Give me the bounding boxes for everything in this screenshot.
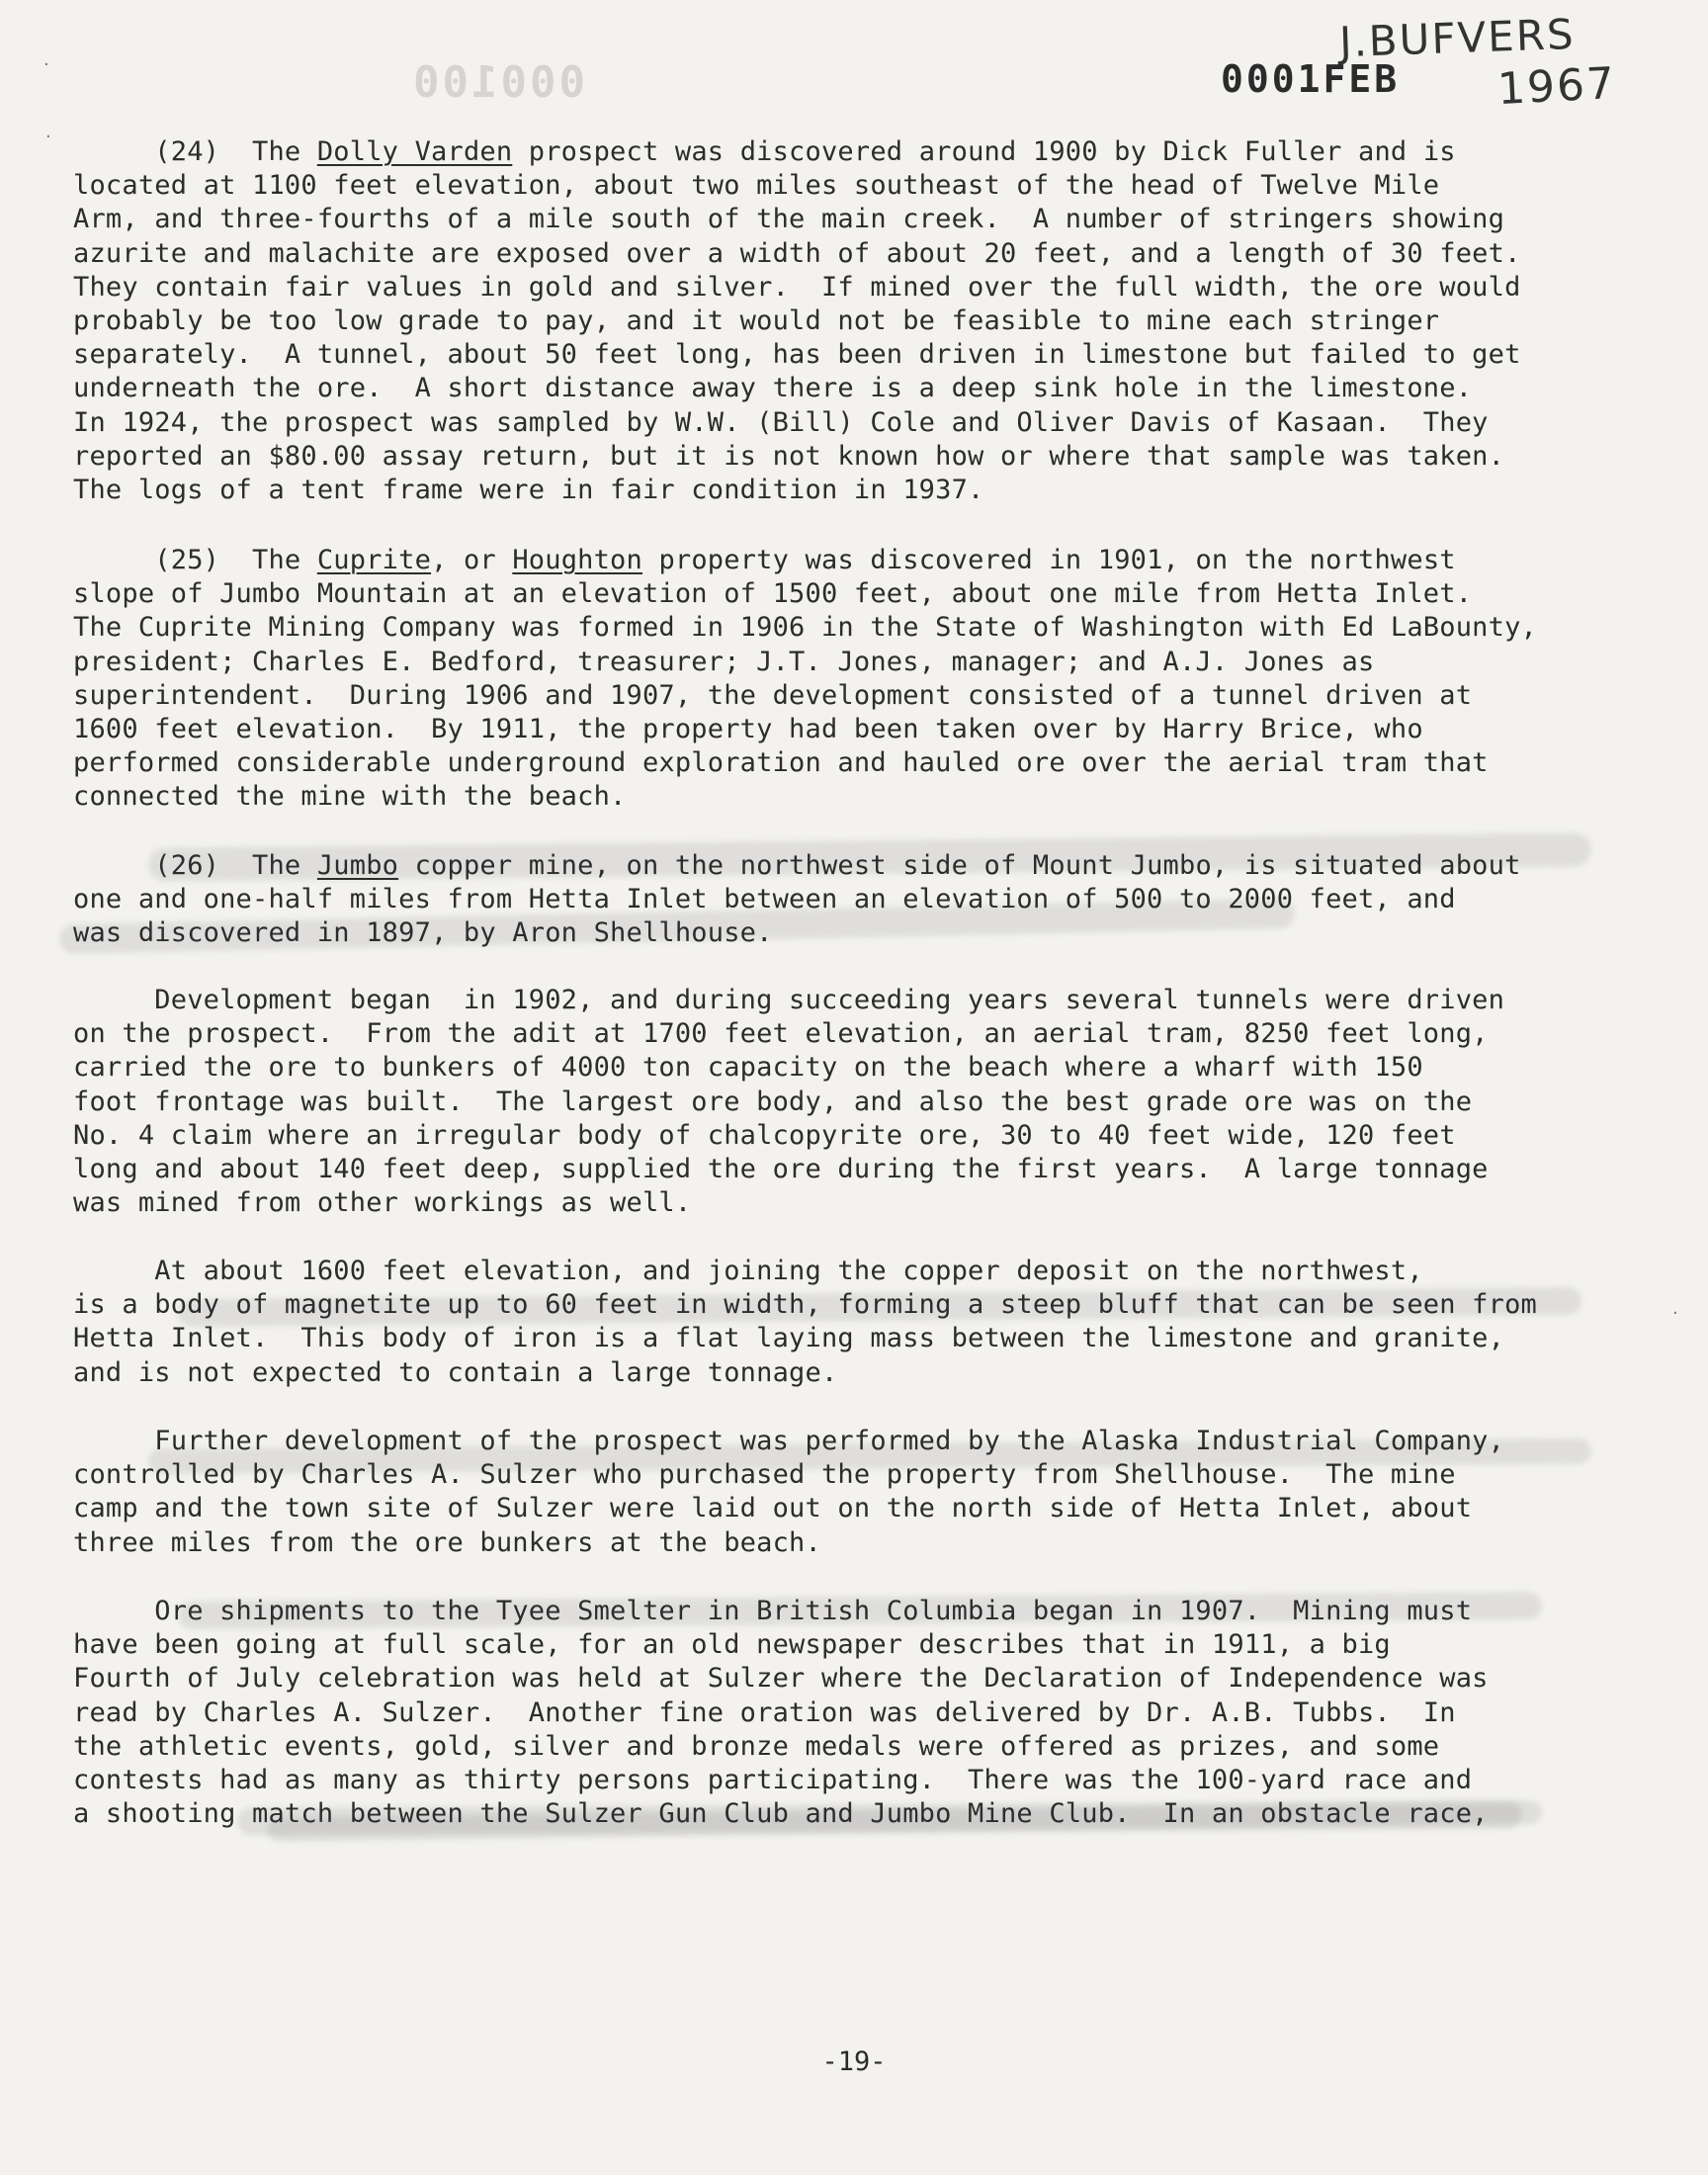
page-number: -19- — [821, 2046, 887, 2077]
text-line: a shooting match between the Sulzer Gun Club and Jumbo Mine Club. In an obstacle race, — [73, 1798, 1489, 1830]
text-line: No. 4 claim where an irregular body of chalcopyrite ore, 30 to 40 feet wide, 120 feet — [73, 1119, 1456, 1151]
text-line: Hetta Inlet. This body of iron is a flat laying mass between the limestone and granite, — [73, 1323, 1505, 1354]
text-line: have been going at full scale, for an old newspaper describes that in 1911, a big — [73, 1629, 1391, 1661]
text-line: was discovered in 1897, by Aron Shellhouse. — [73, 917, 773, 949]
text-line: superintendent. During 1906 and 1907, the development consisted of a tunnel driven at — [73, 679, 1473, 711]
text-line: one and one-half miles from Hetta Inlet between an elevation of 500 to 2000 feet, and — [73, 884, 1456, 915]
text-line: Ore shipments to the Tyee Smelter in British Columbia began in 1907. Mining must — [73, 1596, 1473, 1626]
text-line: was mined from other workings as well. — [73, 1187, 692, 1219]
paragraph-29 — [73, 1425, 1655, 1560]
paragraph-27 — [73, 984, 1655, 1220]
text-line: camp and the town site of Sulzer were laid out on the north side of Hetta Inlet, about — [73, 1493, 1473, 1524]
paragraph-26 — [73, 849, 1655, 951]
text-line: azurite and malachite are exposed over a width of about 20 feet, and a length of 30 feet. — [73, 237, 1521, 269]
text-line: controlled by Charles A. Sulzer who purchased the property from Shellhouse. The mine — [73, 1459, 1456, 1491]
text-line: probably be too low grade to pay, and it would not be feasible to mine each stringer — [73, 304, 1440, 336]
text-line: located at 1100 feet elevation, about two miles southeast of the head of Twelve Mile — [73, 170, 1440, 202]
paragraph-30 — [73, 1595, 1655, 1831]
text-line: and is not expected to contain a large tonnage. — [73, 1356, 838, 1388]
document-stamp-number: 0001FEB — [1221, 57, 1401, 101]
text-line: Arm, and three-fourths of a mile south of the main creek. A number of stringers showing — [73, 204, 1505, 235]
text-line: carried the ore to bunkers of 4000 ton capacity on the beach where a wharf with 150 — [73, 1052, 1423, 1084]
text-line: They contain fair values in gold and silver. If mined over the full width, the ore would — [73, 271, 1521, 303]
text-line: At about 1600 feet elevation, and joining the copper deposit on the northwest, — [73, 1256, 1423, 1286]
text-line: Further development of the prospect was performed by the Alaska Industrial Company, — [73, 1426, 1505, 1456]
paragraph-25 — [73, 544, 1655, 815]
paragraph-24 — [73, 135, 1655, 507]
text-line: (25) The Cuprite, or Houghton property was discovered in 1901, on the northwest — [73, 545, 1456, 575]
text-line: slope of Jumbo Mountain at an elevation of 1500 feet, about one mile from Hetta Inlet. — [73, 578, 1473, 610]
text-line: connected the mine with the beach. — [73, 781, 627, 813]
ghost-stamp: 000100 — [410, 57, 585, 108]
text-line: foot frontage was built. The largest ore body, and also the best grade ore was on the — [73, 1086, 1473, 1117]
text-line: Development began in 1902, and during succeeding years several tunnels were driven — [73, 985, 1505, 1015]
text-line: The logs of a tent frame were in fair condition in 1937. — [73, 474, 984, 505]
text-line: (26) The Jumbo copper mine, on the northwest side of Mount Jumbo, is situated about — [73, 850, 1521, 881]
handwritten-year: 1967 — [1495, 57, 1618, 116]
text-line: 1600 feet elevation. By 1911, the property had been taken over by Harry Brice, who — [73, 713, 1423, 744]
handwritten-name: J.BUFVERS — [1338, 9, 1577, 67]
text-line: three miles from the ore bunkers at the beach. — [73, 1526, 821, 1558]
text-line: read by Charles A. Sulzer. Another fine oration was delivered by Dr. A.B. Tubbs. In — [73, 1696, 1456, 1728]
margin-mark: · — [43, 54, 49, 75]
text-line: contests had as many as thirty persons participating. There was the 100-yard race and — [73, 1764, 1473, 1795]
text-line: president; Charles E. Bedford, treasurer; J.T. Jones, manager; and A.J. Jones as — [73, 646, 1375, 677]
text-line: long and about 140 feet deep, supplied the ore during the first years. A large tonnage — [73, 1153, 1489, 1184]
text-line: (24) The Dolly Varden prospect was discovered around 1900 by Dick Fuller and is — [73, 136, 1456, 167]
paragraph-28 — [73, 1255, 1655, 1390]
margin-mark: · — [1672, 1303, 1678, 1324]
text-line: The Cuprite Mining Company was formed in 1906 in the State of Washington with Ed LaBounty, — [73, 612, 1537, 644]
text-line: underneath the ore. A short distance away there is a deep sink hole in the limestone. — [73, 373, 1473, 404]
text-line: is a body of magnetite up to 60 feet in width, forming a steep bluff that can be seen from — [73, 1289, 1537, 1321]
text-line: performed considerable underground exploration and hauled ore over the aerial tram that — [73, 747, 1489, 779]
text-line: In 1924, the prospect was sampled by W.W. (Bill) Cole and Oliver Davis of Kasaan. They — [73, 406, 1489, 438]
text-line: the athletic events, gold, silver and bronze medals were offered as prizes, and some — [73, 1730, 1440, 1762]
text-line: reported an $80.00 assay return, but it is not known how or where that sample was taken. — [73, 440, 1505, 472]
text-line: Fourth of July celebration was held at Sulzer where the Declaration of Independence was — [73, 1663, 1489, 1695]
text-line: separately. A tunnel, about 50 feet long, has been driven in limestone but failed to get — [73, 339, 1521, 371]
margin-mark: · — [45, 127, 51, 147]
text-line: on the prospect. From the adit at 1700 feet elevation, an aerial tram, 8250 feet long, — [73, 1018, 1489, 1050]
